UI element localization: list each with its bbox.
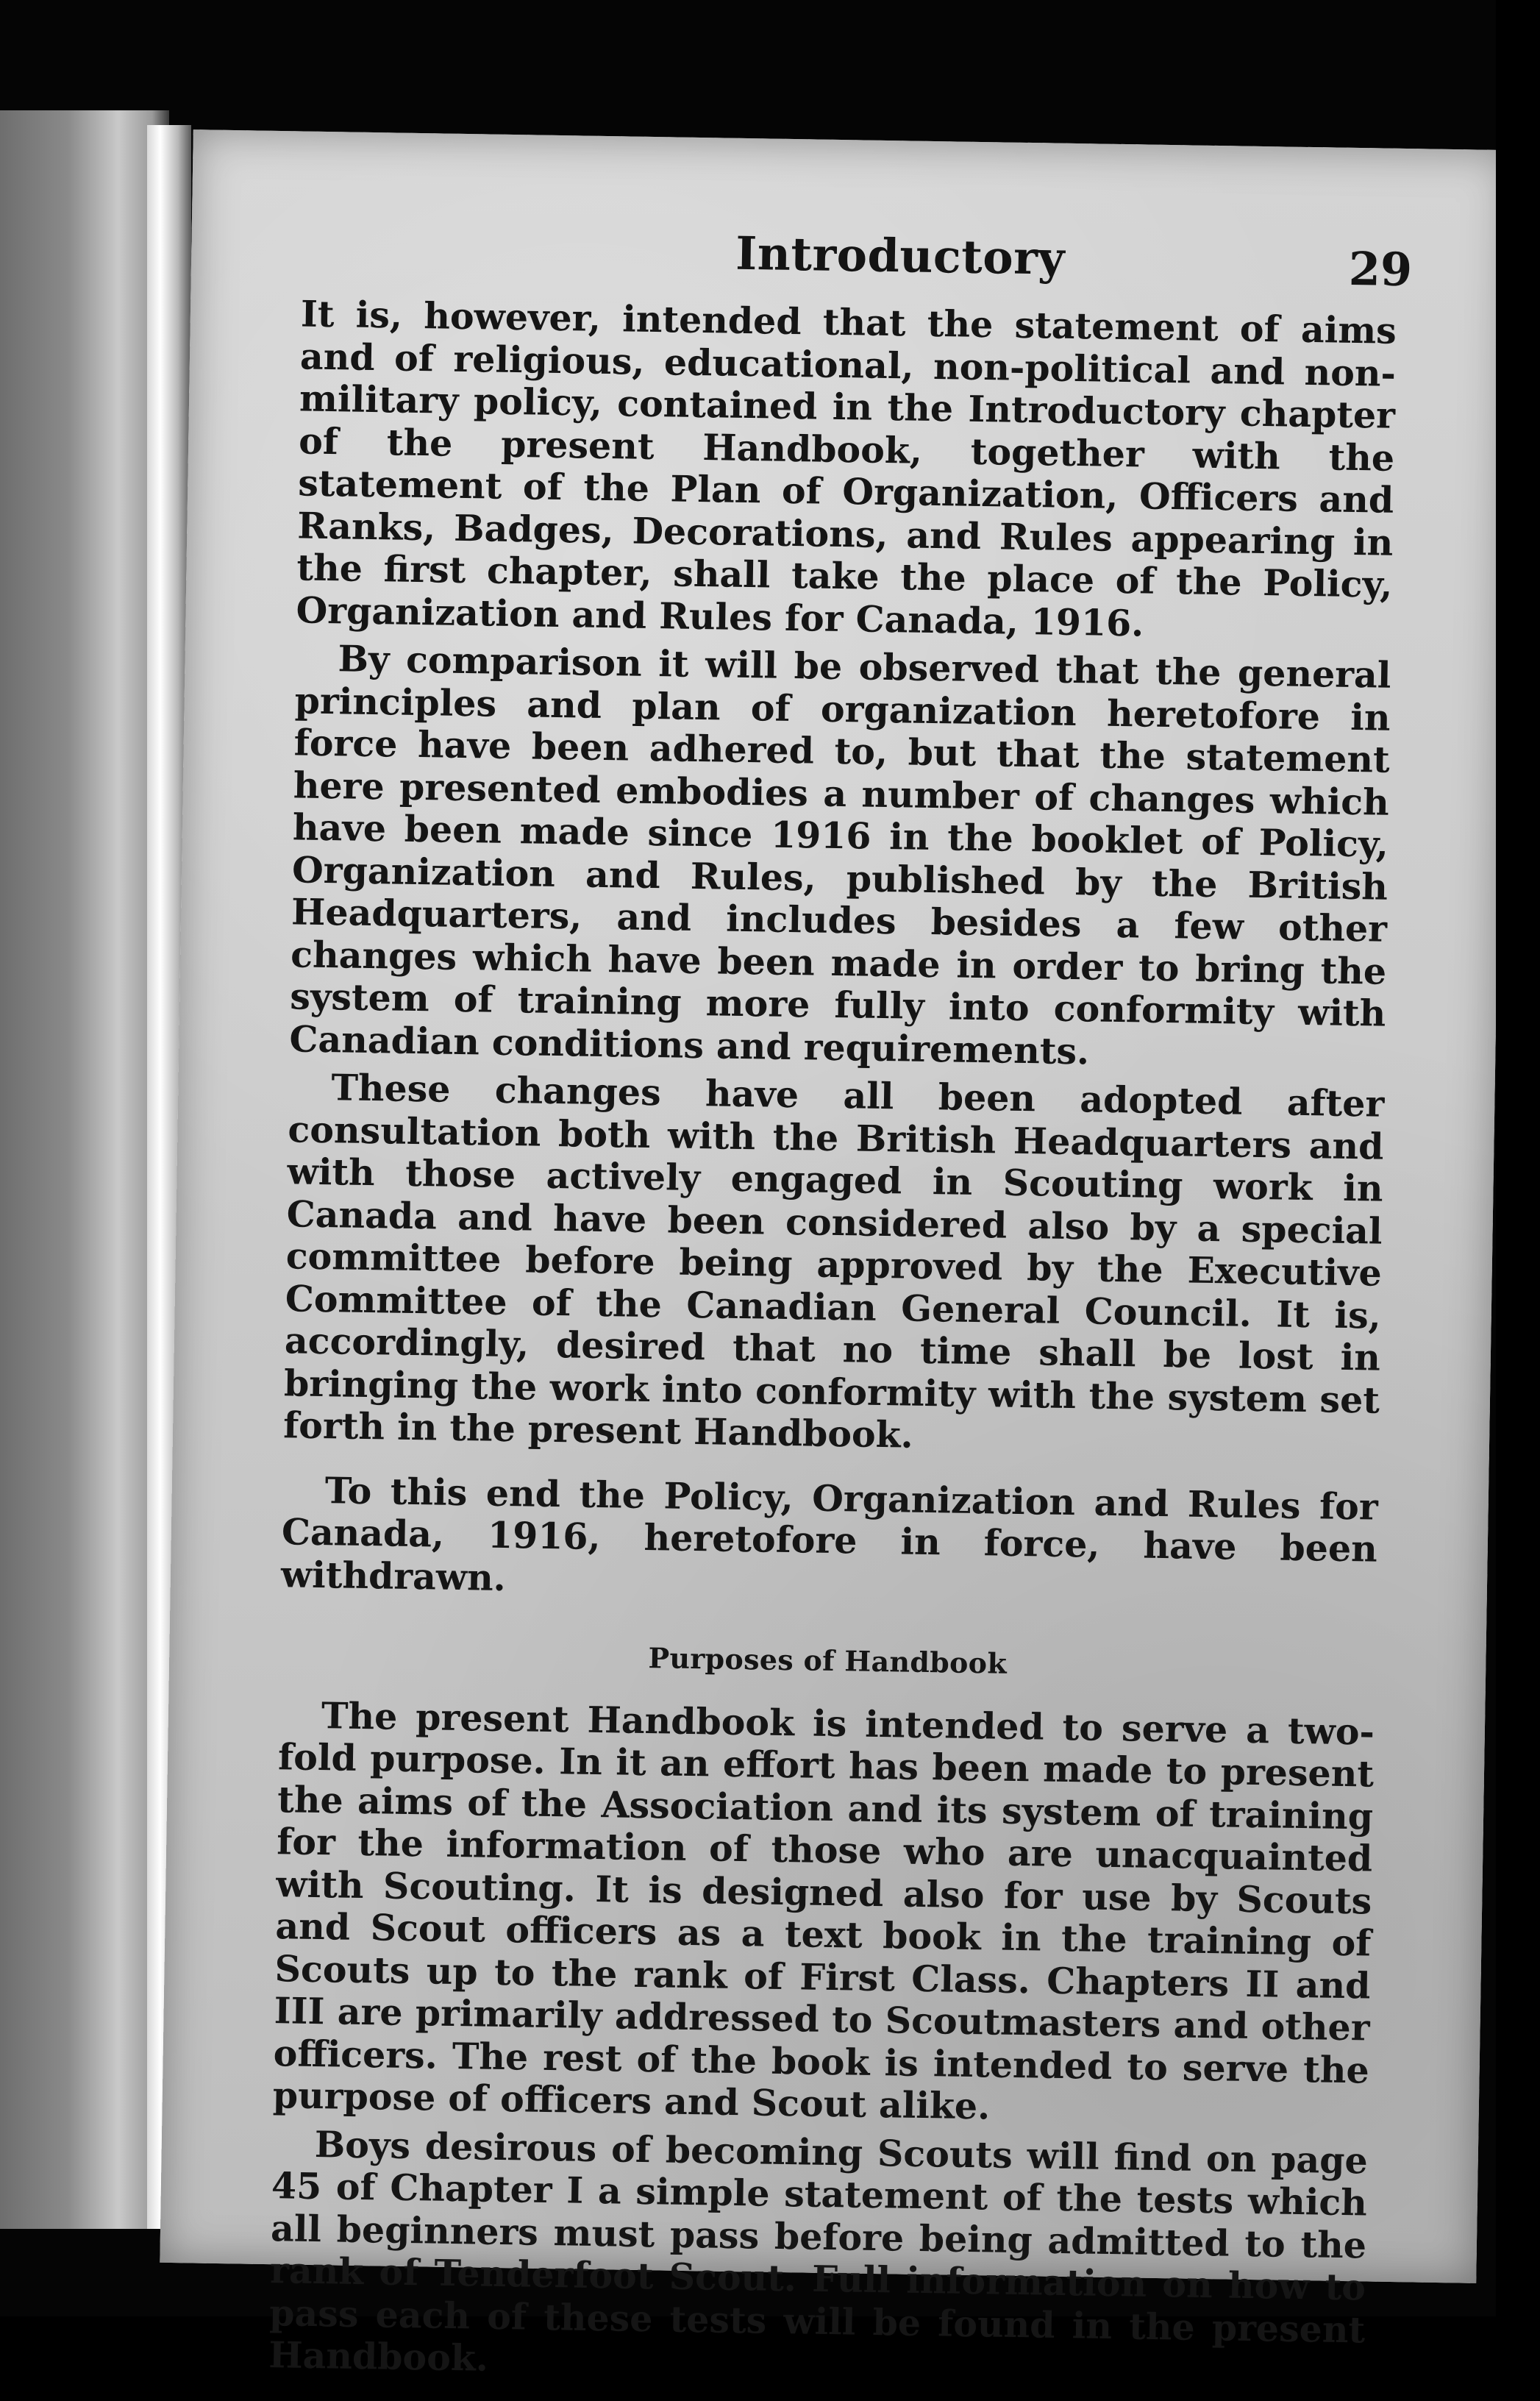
book-page [160, 129, 1509, 2380]
page-body [268, 293, 1397, 2400]
paragraph: Boys desirous of becoming Scouts will find on page 45 of Chapter I a simple statement of the tests which all beginners must pass before being admitted to the rank of Tenderfoot Scout. Full information on how to pass each of these tests will be found in the present Handbook. [268, 2122, 1369, 2380]
page-header [191, 218, 1501, 305]
paragraph: By comparison it will be observed that the general principles and plan of organization heretofore in force have been adhered to, but that the statement here presented embodies a number of changes which have been made since 1916 in the booklet of Policy, Organization and Rules, published by the British Headquarters, and includes besides a few other changes which have been made in order to bring the system of training more fully into conformity with Canadian conditions and requirements. [289, 637, 1391, 1073]
section-heading: Purposes of Handbook [648, 1641, 1008, 1680]
paragraph: To this end the Policy, Organization and Rules for Canada, 1916, heretofore in force, have been withdrawn. [280, 1468, 1379, 1599]
paragraph: It is, however, intended that the statement of aims and of religious, educational, non-political and non-military policy, contained in the Introductory chapter of the present Handbook, together with the statement of the Plan of Organization, Officers and Ranks, Badges, Decorations, and Rules appearing in the first chapter, shall take the place of the Policy, Organization and Rules for Canada, 1916. [296, 292, 1397, 644]
paragraph: The present Handbook is intended to serve a two-fold purpose. In it an effort has been made to present the aims of the Association and its system of training for the information of those who are unacquainted with Scouting. It is designed also for use by Scouts and Scout officers as a text book in the training of Scouts up to the rank of First Class. Chapters II and III are primarily addressed to Scoutmasters and other officers. The rest of the book is intended to serve the purpose of officers and Scout alike. [272, 1693, 1375, 2128]
running-head: Introductory [735, 226, 1066, 285]
paragraph: These changes have all been adopted after consultation both with the British Headquarters and with those actively engaged in Scouting work in Canada and have been considered also by a special committee before being approved by the Executive Committee of the Canadian General Council. It is, accordingly, desired that no time shall be lost in bringing the work into conformity with the system set forth in the present Handbook. [282, 1066, 1385, 1456]
facing-page-edge [0, 110, 169, 2229]
page-number: 29 [1348, 241, 1413, 297]
scan-border [1496, 0, 1540, 2316]
